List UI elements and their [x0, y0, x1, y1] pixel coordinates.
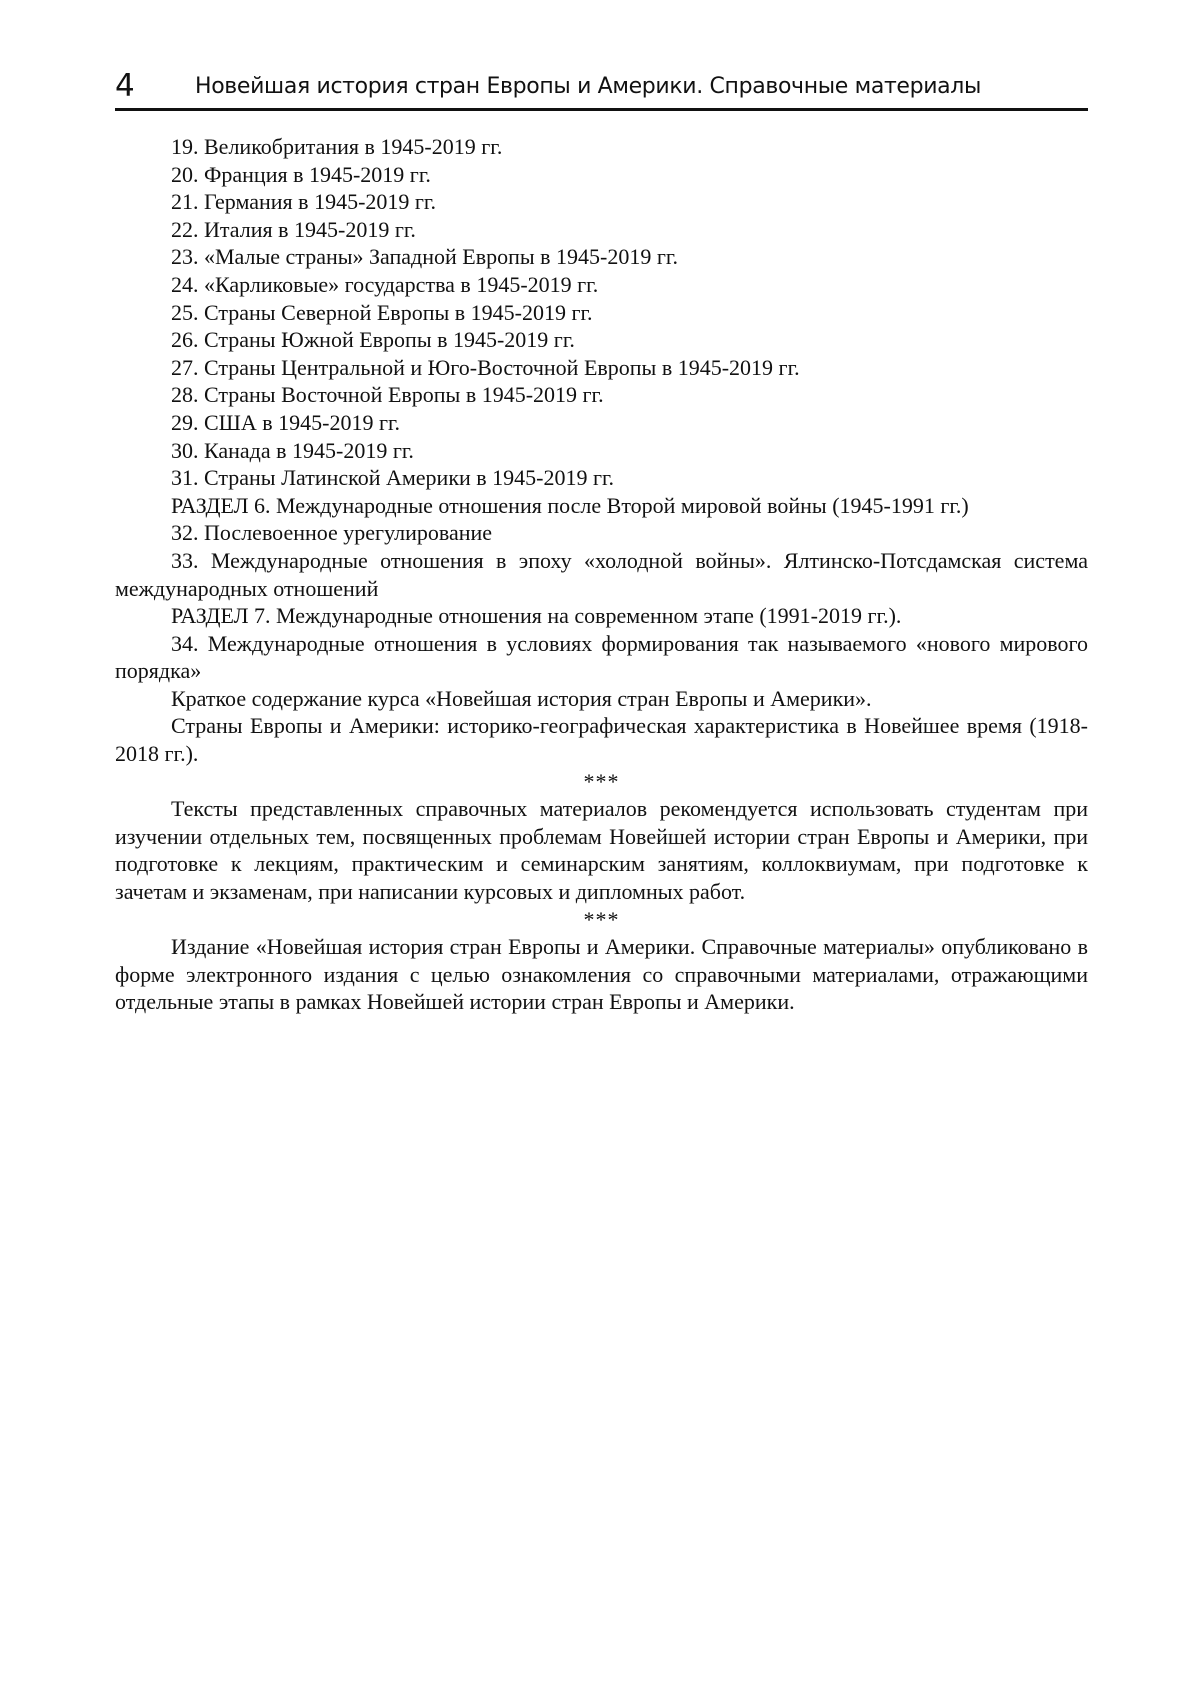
- toc-item: 32. Послевоенное урегулирование: [115, 519, 1088, 547]
- toc-item: 23. «Малые страны» Западной Европы в 1945-2019 гг.: [115, 243, 1088, 271]
- toc-item: 31. Страны Латинской Америки в 1945-2019 гг.: [115, 464, 1088, 492]
- toc-item: 21. Германия в 1945-2019 гг.: [115, 188, 1088, 216]
- table-of-contents: [115, 133, 1088, 547]
- course-summary-line: Краткое содержание курса «Новейшая история стран Европы и Америки».: [115, 685, 1088, 713]
- toc-item: 30. Канада в 1945-2019 гг.: [115, 437, 1088, 465]
- toc-item: 27. Страны Центральной и Юго-Восточной Европы в 1945-2019 гг.: [115, 354, 1088, 382]
- countries-characteristics-line: Страны Европы и Америки: историко-географическая характеристика в Новейшее время (1918-2018 гг.).: [115, 712, 1088, 767]
- page-header: [115, 62, 1088, 111]
- page-content: [115, 133, 1088, 1016]
- separator-stars: ***: [115, 906, 1088, 934]
- toc-item-33: 33. Международные отношения в эпоху «холодной войны». Ялтинско-Потсдамская система международных отношений: [115, 547, 1088, 602]
- page-number: 4: [115, 68, 135, 104]
- toc-item: 28. Страны Восточной Европы в 1945-2019 гг.: [115, 381, 1088, 409]
- toc-item: 24. «Карликовые» государства в 1945-2019 гг.: [115, 271, 1088, 299]
- toc-item: 25. Страны Северной Европы в 1945-2019 гг.: [115, 299, 1088, 327]
- toc-item: 26. Страны Южной Европы в 1945-2019 гг.: [115, 326, 1088, 354]
- running-title: Новейшая история стран Европы и Америки. Справочные материалы: [195, 72, 981, 102]
- toc-item-34: 34. Международные отношения в условиях формирования так называемого «нового мирового порядка»: [115, 630, 1088, 685]
- toc-item: 22. Италия в 1945-2019 гг.: [115, 216, 1088, 244]
- publication-paragraph: Издание «Новейшая история стран Европы и Америки. Справочные материалы» опубликовано в форме электронного издания с целью ознакомления со справочными материалами, отражающими отдельные этапы в рамках Новейшей истории стран Европы и Америки.: [115, 933, 1088, 1016]
- toc-section-7-heading: РАЗДЕЛ 7. Международные отношения на современном этапе (1991-2019 гг.).: [115, 602, 1088, 630]
- toc-item: 20. Франция в 1945-2019 гг.: [115, 161, 1088, 189]
- document-page: [0, 0, 1200, 1697]
- toc-section-heading: РАЗДЕЛ 6. Международные отношения после Второй мировой войны (1945-1991 гг.): [115, 492, 1088, 520]
- toc-item: 19. Великобритания в 1945-2019 гг.: [115, 133, 1088, 161]
- toc-item: 29. США в 1945-2019 гг.: [115, 409, 1088, 437]
- separator-stars: ***: [115, 768, 1088, 796]
- usage-paragraph: Тексты представленных справочных материалов рекомендуется использовать студентам при изучении отдельных тем, посвященных проблемам Новейшей истории стран Европы и Америки, при подготовке к лекциям, практическим и семинарским занятиям, коллоквиумам, при подготовке к зачетам и экзаменам, при написании курсовых и дипломных работ.: [115, 795, 1088, 905]
